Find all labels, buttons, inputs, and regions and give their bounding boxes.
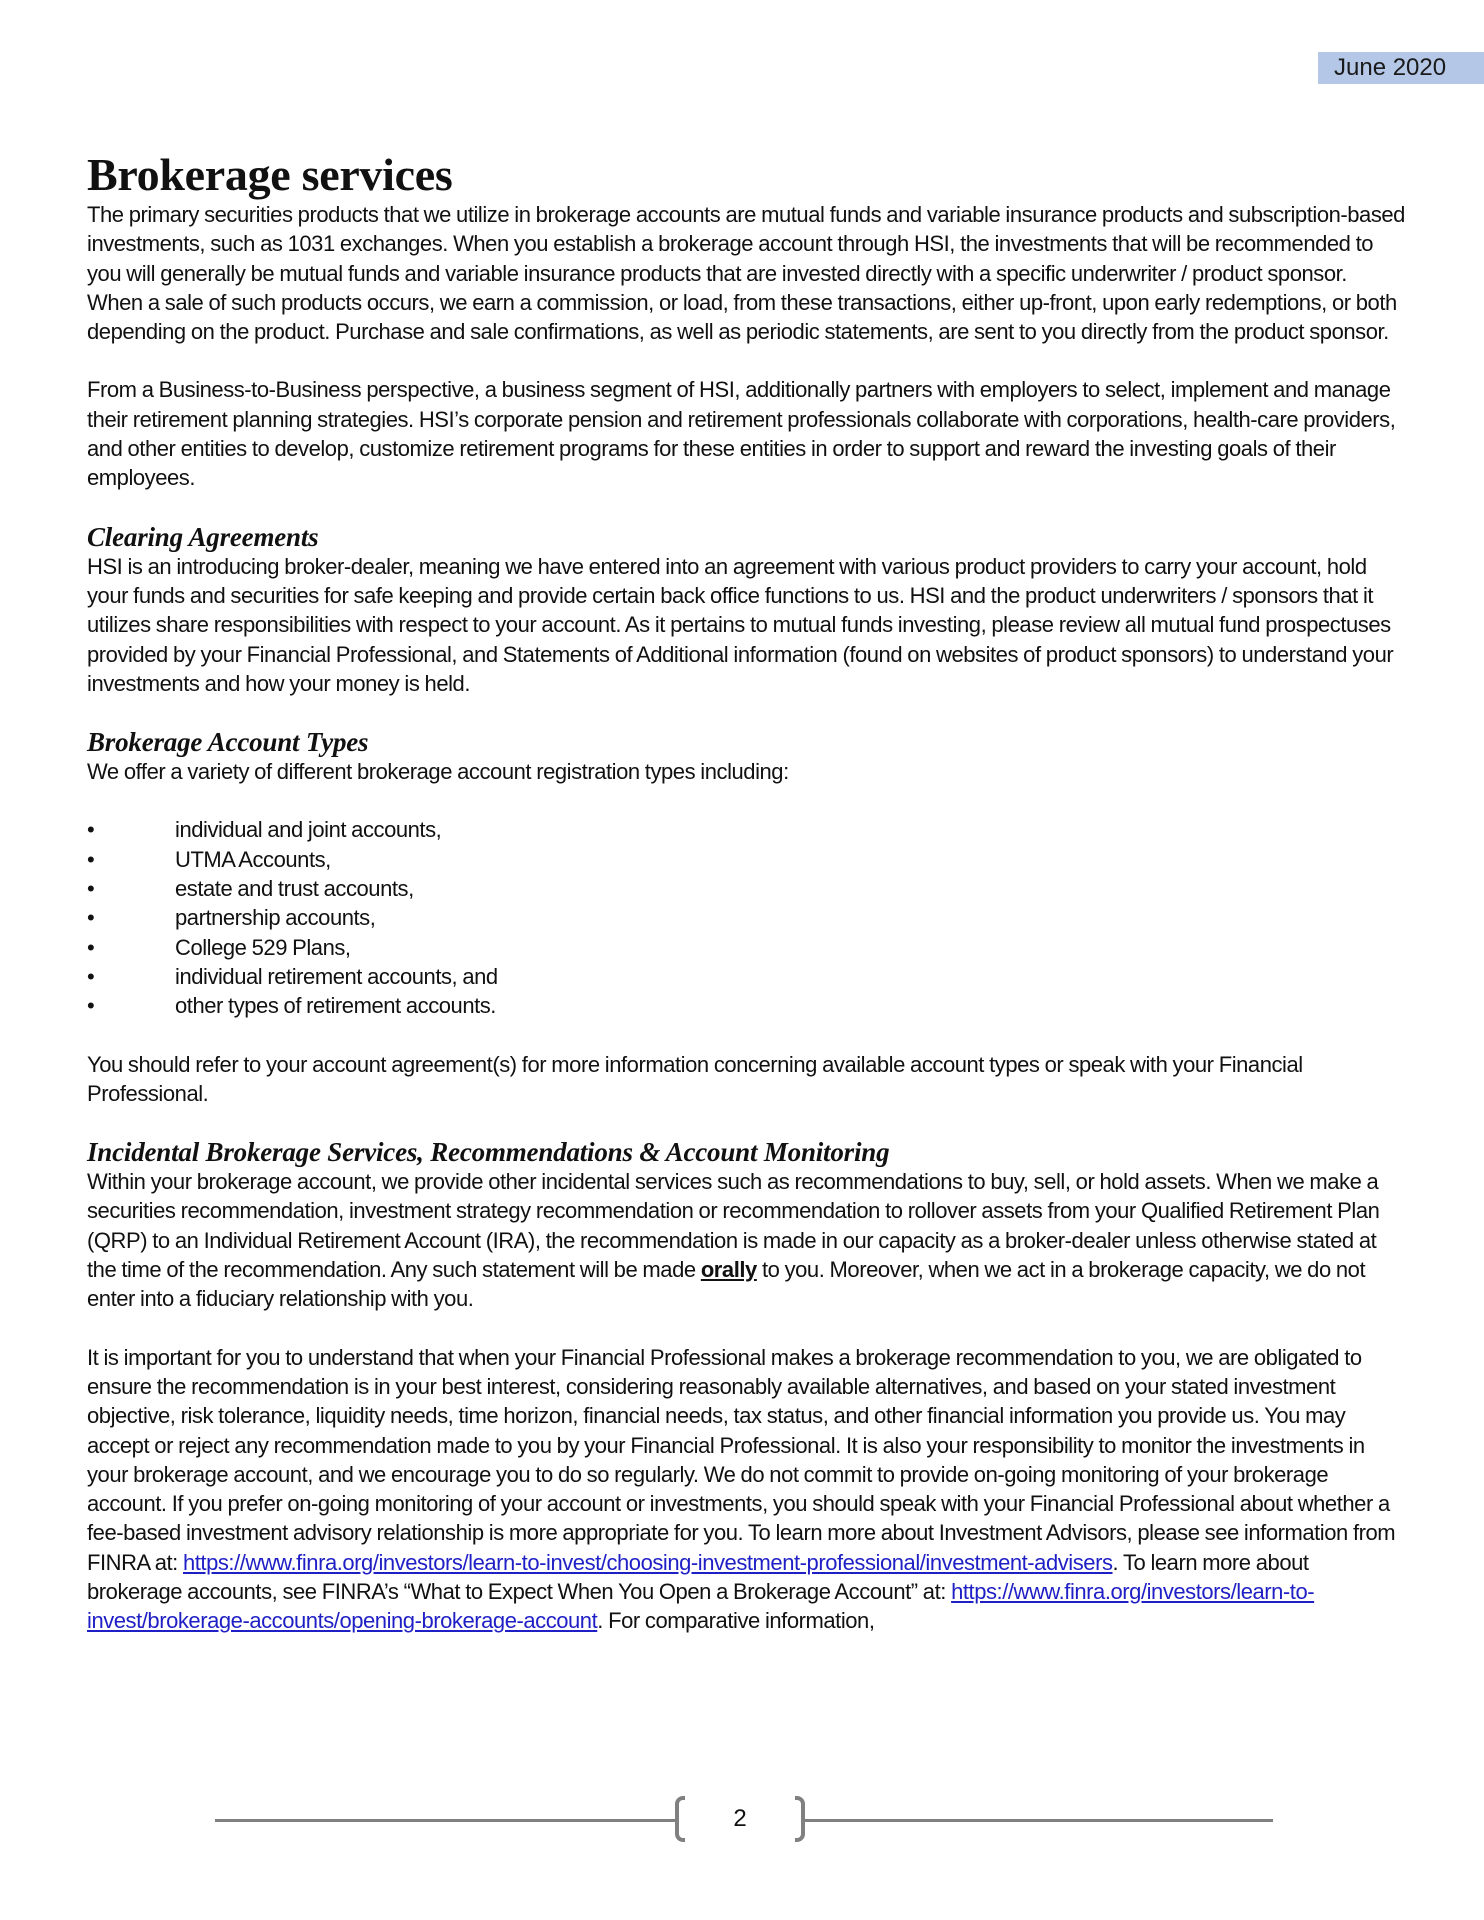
finra-investment-advisers-link[interactable]: https://www.finra.org/investors/learn-to-invest/choosing-investment-professional/investment-advisers — [182, 1549, 1113, 1575]
account-types-intro: We offer a variety of different brokerage account registration types including: — [87, 759, 789, 785]
footer-rule-left — [215, 1819, 678, 1822]
list-item-text: College 529 Plans, — [175, 934, 351, 960]
left-bracket-icon — [675, 1796, 685, 1842]
incidental-paragraph-2 — [87, 1343, 1407, 1636]
finra-opening-brokerage-account-link[interactable]: https://www.finra.org/investors/learn-to-invest/brokerage-accounts/opening-brokerage-account — [87, 1578, 1315, 1634]
list-item-text: individual retirement accounts, and — [175, 963, 498, 989]
section-heading-clearing-agreements: Clearing Agreements — [87, 521, 319, 552]
list-item-text: individual and joint accounts, — [175, 817, 442, 843]
list-item — [87, 903, 1407, 932]
section-heading-account-types: Brokerage Account Types — [87, 727, 369, 758]
bullet-icon: • — [87, 993, 95, 1019]
list-item-text: partnership accounts, — [175, 905, 376, 931]
account-types-list — [87, 815, 1407, 1020]
list-item — [87, 991, 1407, 1020]
bullet-icon: • — [87, 963, 95, 989]
page-title: Brokerage services — [87, 149, 453, 200]
spacer — [87, 1021, 1407, 1050]
list-item — [87, 845, 1407, 874]
bullet-icon: • — [87, 846, 95, 872]
date-badge: June 2020 — [1318, 52, 1484, 84]
bullet-icon: • — [87, 934, 95, 960]
document-body — [87, 142, 1407, 1636]
bullet-icon: • — [87, 817, 95, 843]
intro-paragraph-2: From a Business-to-Business perspective, a business segment of HSI, additionally partners with employers to select, implement and manage their retirement planning strategies. HSI’s corporate pension and retirement professionals collaborate with corporations, health-care providers, and other entities to develop, customize retirement programs for these entities in order to support and reward the investing goals of their employees. — [87, 377, 1396, 491]
account-types-closing: You should refer to your account agreement(s) for more information concerning available account types or speak with your Financial Professional. — [87, 1051, 1303, 1106]
spacer — [87, 698, 1407, 727]
footer-rule-right — [805, 1819, 1273, 1822]
incidental-text: . To learn more about brokerage accounts, see FINRA’s “What to Expect When You Open a Brokerage Account” at: — [87, 1549, 1309, 1604]
spacer — [87, 346, 1407, 375]
spacer — [87, 493, 1407, 522]
bullet-icon: • — [87, 905, 95, 931]
incidental-text: . For comparative information, — [597, 1608, 875, 1634]
incidental-text: It is important for you to understand that when your Financial Professional makes a brokerage recommendation to you, we are obligated to ensure the recommendation is in your best interest, considering reasonably available alternatives, and based on your stated investment objective, risk tolerance, liquidity needs, time horizon, financial needs, tax status, and other financial information you provide us. You may accept or reject any recommendation made to you by your Financial Professional. It is also your responsibility to monitor the investments in your brokerage account, and we encourage you to do so regularly. We do not commit to provide on-going monitoring of your brokerage account. If you prefer on-going monitoring of your account or investments, you should speak with your Financial Professional about whether a fee-based investment advisory relationship is more appropriate for you. To learn more about Investment Advisors, please see information from FINRA at: — [87, 1344, 1396, 1575]
intro-paragraph-1: The primary securities products that we utilize in brokerage accounts are mutual funds and variable insurance products and subscription-based investments, such as 1031 exchanges. When you establish a brokerage account through HSI, the investments that will be recommended to you will generally be mutual funds and variable insurance products that are invested directly with a specific underwriter / product sponsor. When a sale of such products occurs, we earn a commission, or load, from these transactions, either up-front, upon early redemptions, or both depending on the product. Purchase and sale confirmations, as well as periodic statements, are sent to you directly from the product sponsor. — [87, 202, 1405, 345]
list-item-text: estate and trust accounts, — [175, 876, 414, 902]
list-item — [87, 815, 1407, 844]
list-item-text: UTMA Accounts, — [175, 846, 331, 872]
spacer — [87, 786, 1407, 815]
page-number: 2 — [733, 1805, 747, 1832]
bullet-icon: • — [87, 876, 95, 902]
list-item — [87, 962, 1407, 991]
incidental-text: Within your brokerage account, we provide other incidental services such as recommendations to buy, sell, or hold assets. When we make a securities recommendation, investment strategy recommendation or recommendation to rollover assets from your Qualified Retirement Plan (QRP) to an Individual Retirement Account (IRA), the recommendation is made in our capacity as a broker-dealer unless otherwise stated at the time of the recommendation. Any such statement will be made — [87, 1169, 1380, 1283]
spacer — [87, 1314, 1407, 1343]
list-item — [87, 874, 1407, 903]
section-heading-incidental-services: Incidental Brokerage Services, Recommendations & Account Monitoring — [87, 1137, 890, 1168]
list-item-text: other types of retirement accounts. — [175, 993, 496, 1019]
incidental-text: to you. Moreover, when we act in a brokerage capacity, we do not enter into a fiduciary relationship with you. — [87, 1257, 1366, 1312]
page-footer — [215, 1790, 1273, 1850]
spacer — [87, 1108, 1407, 1137]
emphasis-orally: orally — [700, 1257, 757, 1283]
clearing-agreements-paragraph: HSI is an introducing broker-dealer, meaning we have entered into an agreement with various product providers to carry your account, hold your funds and securities for safe keeping and provide certain back office functions to us. HSI and the product underwriters / sponsors that it utilizes share responsibilities with respect to your account. As it pertains to mutual funds investing, please review all mutual fund prospectuses provided by your Financial Professional, and Statements of Additional information (found on websites of product sponsors) to understand your investments and how your money is held. — [87, 553, 1394, 696]
list-item — [87, 933, 1407, 962]
right-bracket-icon — [795, 1796, 805, 1842]
incidental-paragraph-1 — [87, 1167, 1407, 1313]
